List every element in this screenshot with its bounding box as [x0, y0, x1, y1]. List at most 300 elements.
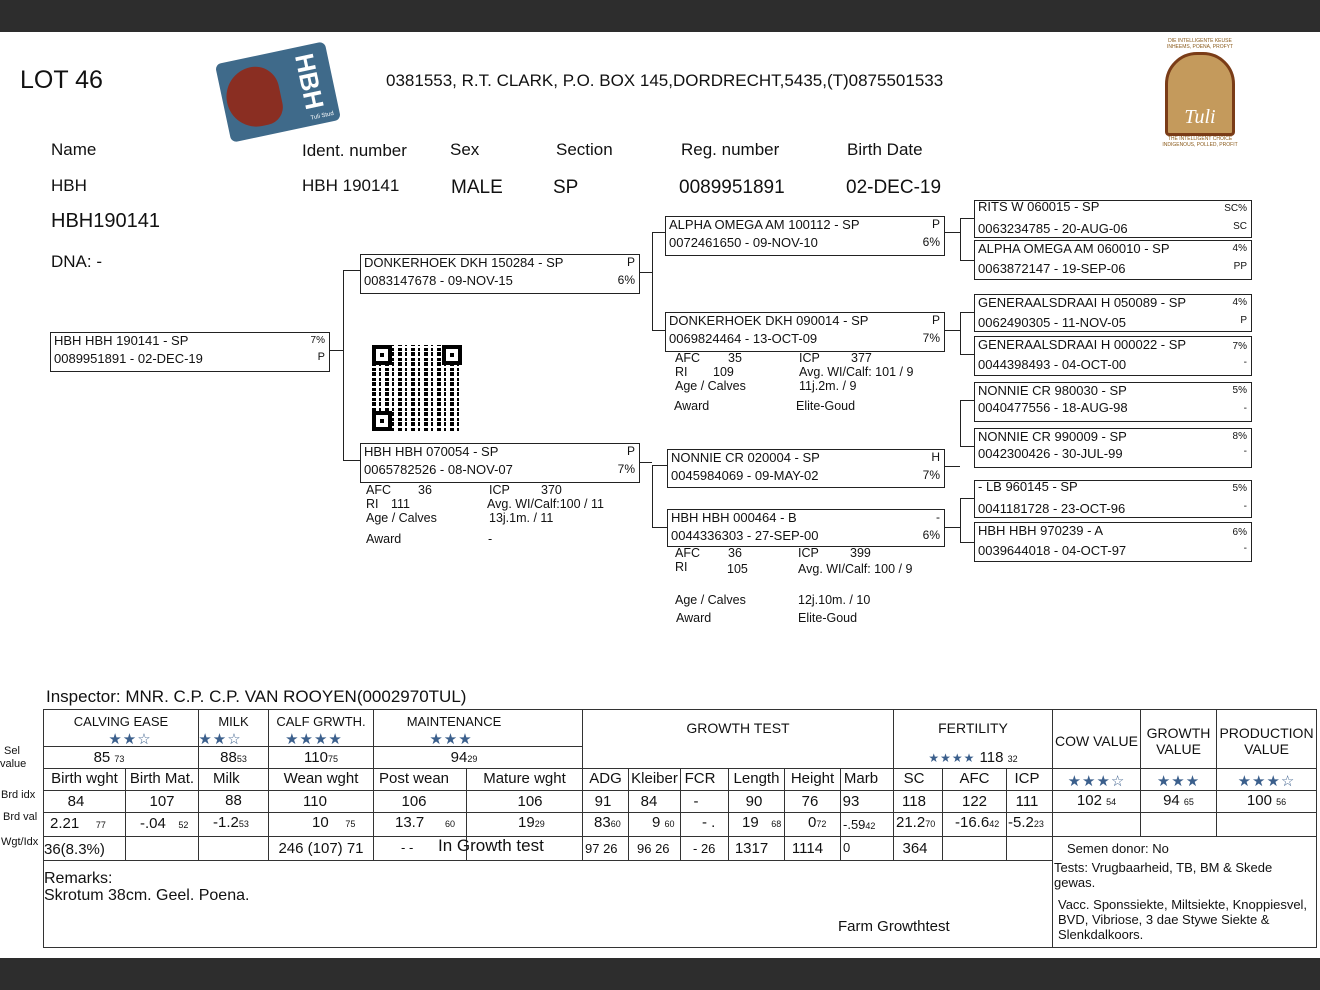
semen-donor: Semen donor: No — [1067, 841, 1169, 856]
cow-sub: 54 — [1106, 797, 1117, 807]
farm-growthtest: Farm Growthtest — [838, 918, 950, 935]
animal-code: HBH190141 — [51, 210, 160, 232]
ss-pct: 6% — [922, 235, 940, 249]
maintenance-title: MAINTENANCE — [406, 714, 502, 729]
animal-birth: 02-DEC-19 — [846, 177, 942, 198]
lot-number: LOT 46 — [20, 66, 103, 94]
connector — [960, 218, 974, 219]
pedigree-sire-dam — [665, 312, 945, 352]
bv: -16.6 — [955, 814, 990, 831]
gg-flag: PP — [1233, 261, 1247, 272]
pedigree-dam-sire — [667, 449, 945, 488]
milk-sub: 53 — [236, 754, 247, 764]
pedigree-dam-dam — [667, 509, 945, 547]
tests: Tests: Vrugbaarheid, TB, BM & Skede gewas. — [1054, 860, 1273, 890]
production-value-title: PRODUCTION VALUE — [1219, 725, 1314, 757]
pedigree-self — [50, 332, 330, 372]
brd-idx-afc: 122 — [961, 793, 988, 810]
bv: 19 — [518, 814, 535, 831]
connector — [960, 400, 974, 401]
brd-val-kleiber — [652, 814, 680, 831]
pedigree-gg-8 — [974, 522, 1252, 562]
bv: 83 — [594, 814, 611, 831]
value-label: value — [0, 758, 27, 770]
qr-code — [372, 345, 462, 431]
connector — [944, 466, 960, 467]
animal-ident: HBH 190141 — [302, 176, 400, 195]
brd-val-afc — [955, 814, 1006, 831]
wgt-height: 1114 — [791, 840, 824, 857]
col-length: Length — [733, 770, 780, 787]
brd-idx-kleiber: 84 — [640, 793, 658, 810]
bv-sub: 60 — [664, 819, 675, 829]
calving-ease-value — [44, 749, 174, 766]
grid-line — [1316, 709, 1317, 947]
wgt-idx-label: Wgt/Idx — [1, 836, 39, 848]
sd-icp-label: ICP — [799, 351, 820, 365]
col-kleiber: Kleiber — [631, 770, 678, 787]
pv-sub: 56 — [1276, 797, 1287, 807]
dam-name: HBH HBH 070054 - SP — [364, 444, 499, 459]
gg-reg: 0040477556 - 18-AUG-98 — [978, 400, 1128, 415]
dd-icp-label: ICP — [798, 546, 819, 560]
bv-sub: 42 — [989, 819, 1000, 829]
connector — [343, 460, 360, 461]
sire-pct: 6% — [617, 273, 635, 287]
dam-icp: 370 — [541, 483, 562, 497]
bv-sub: 70 — [925, 819, 936, 829]
cow-value — [1053, 792, 1140, 809]
tuli-logo — [1160, 38, 1240, 148]
ds-name: NONNIE CR 020004 - SP — [671, 450, 820, 465]
gg-reg: 0044398493 - 04-OCT-00 — [978, 357, 1127, 372]
brd-val-birth — [50, 815, 120, 832]
maint-val: 94 — [450, 749, 468, 766]
brd-val-wean — [312, 814, 372, 831]
wgt-wean: 246 (107) 71 — [278, 840, 364, 857]
gg-name: NONNIE CR 980030 - SP — [978, 383, 1127, 398]
wgt-length: 1317 — [734, 840, 769, 857]
connector — [652, 527, 667, 528]
ident-header: Ident. number — [302, 141, 407, 160]
dd-ri-label: RI — [675, 560, 688, 574]
bv-sub: 68 — [771, 819, 782, 829]
bv: 10 — [312, 814, 329, 831]
connector — [652, 232, 665, 233]
dam-afc: 36 — [418, 483, 432, 497]
hbh-logo — [215, 41, 341, 143]
gg-pct: 6% — [1232, 527, 1247, 538]
cow-val: 102 — [1076, 792, 1102, 809]
sd-reg: 0069824464 - 13-OCT-09 — [669, 331, 818, 346]
gg-name: ALPHA OMEGA AM 060010 - SP — [978, 241, 1170, 256]
col-adg: ADG — [589, 770, 622, 787]
dd-pct: 6% — [922, 528, 940, 542]
maintenance-stars: ★★★ — [429, 731, 473, 748]
connector — [960, 542, 974, 543]
top-bar — [0, 0, 1320, 32]
col-icp: ICP — [1014, 770, 1040, 787]
wgt-in-growth-test: In Growth test — [438, 836, 544, 855]
fertility-title: FERTILITY — [938, 720, 1008, 736]
sd-ri-label: RI — [675, 365, 688, 379]
gv-val: 94 — [1163, 792, 1180, 809]
brd-val-height — [808, 814, 840, 831]
grid-line — [43, 709, 1317, 710]
col-marb: Marb — [843, 770, 879, 787]
pedigree-gg-1 — [974, 200, 1252, 238]
connector — [960, 312, 974, 313]
dd-award-label: Award — [676, 611, 712, 625]
bv-sub: 60 — [610, 819, 621, 829]
connector — [343, 270, 360, 271]
dam-award-label: Award — [366, 532, 402, 546]
bv-sub: 60 — [445, 819, 456, 829]
calving-val: 85 — [93, 749, 111, 766]
growth-value — [1141, 792, 1216, 809]
brd-val-post — [395, 814, 465, 831]
wgt-marb: 0 — [843, 840, 851, 855]
grid-line — [43, 860, 1053, 861]
sd-afc-label: AFC — [675, 351, 700, 365]
gg-flag: - — [1243, 501, 1247, 512]
bv: 2.21 — [50, 815, 80, 832]
bv: -1.2 — [213, 814, 239, 831]
animal-section: SP — [553, 177, 579, 198]
gg-flag: SC — [1233, 221, 1247, 232]
ds-pct: 7% — [922, 468, 940, 482]
col-birth-mat: Birth Mat. — [129, 770, 195, 787]
brd-val-sc — [896, 814, 942, 831]
dam-afc-label: AFC — [366, 483, 391, 497]
bv-sub: 23 — [1033, 819, 1044, 829]
bv: 13.7 — [395, 814, 425, 831]
connector — [960, 400, 961, 446]
dna-label: DNA: - — [51, 252, 102, 271]
brd-idx-birth: 84 — [67, 793, 85, 810]
calf-growth-stars: ★★★★ — [285, 731, 343, 748]
sex-header: Sex — [450, 140, 480, 159]
bv-sub: 52 — [178, 820, 189, 830]
bv-sub: 53 — [238, 819, 249, 829]
maintenance-value — [374, 749, 554, 766]
connector — [944, 232, 960, 233]
connector — [343, 270, 344, 460]
birth-header: Birth Date — [847, 140, 923, 159]
gv-sub: 65 — [1183, 797, 1194, 807]
dd-reg: 0044336303 - 27-SEP-00 — [671, 528, 819, 543]
calving-ease-title: CALVING EASE — [73, 714, 169, 729]
gg-reg: 0039644018 - 04-OCT-97 — [978, 543, 1127, 558]
gg-pct: 5% — [1232, 385, 1247, 396]
remarks: Skrotum 38cm. Geel. Poena. — [44, 887, 250, 904]
pedigree-dam — [360, 443, 640, 483]
gg-flag: - — [1243, 543, 1247, 554]
gg-name: - LB 960145 - SP — [978, 479, 1078, 494]
sire-name: DONKERHOEK DKH 150284 - SP — [364, 255, 564, 270]
gg-flag: - — [1243, 446, 1247, 457]
col-mature-wght: Mature wght — [483, 770, 566, 787]
self-flag: P — [317, 351, 325, 363]
calf-growth-title: CALF GRWTH. — [276, 714, 366, 729]
gg-flag: P — [1240, 315, 1247, 326]
ds-reg: 0045984069 - 09-MAY-02 — [671, 468, 819, 483]
sd-flag: P — [931, 313, 940, 327]
maint-sub: 29 — [467, 754, 478, 764]
bv-sub: 75 — [345, 819, 356, 829]
growth-test-title: GROWTH TEST — [686, 720, 790, 736]
sire-flag: P — [626, 255, 635, 269]
connector — [960, 260, 974, 261]
animal-sex: MALE — [451, 177, 503, 198]
pv-val: 100 — [1246, 792, 1272, 809]
growth-value-title: GROWTH VALUE — [1146, 725, 1211, 757]
bv-sub: 72 — [816, 819, 827, 829]
brd-idx-length: 90 — [745, 793, 763, 810]
col-afc: AFC — [959, 770, 990, 787]
dd-age-label: Age / Calves — [675, 593, 746, 607]
col-milk: Milk — [213, 770, 240, 787]
vaccinations: Vacc. Sponssiekte, Miltsiekte, Knoppiesvel, BVD, Vibriose, 3 dae Stywe Siekte & Slenkdalkoors. — [1058, 897, 1308, 942]
brd-idx-adg: 91 — [594, 793, 612, 810]
dam-reg: 0065782526 - 08-NOV-07 — [364, 462, 513, 477]
bv-sub: 42 — [865, 821, 876, 831]
pedigree-sire — [360, 254, 640, 294]
dam-age-label: Age / Calves — [366, 511, 437, 525]
wgt-birth: 36(8.3%) — [44, 841, 105, 858]
connector — [944, 330, 960, 331]
connector — [638, 462, 652, 463]
pedigree-gg-5 — [974, 382, 1252, 422]
name-header: Name — [51, 140, 97, 159]
sd-icp: 377 — [851, 351, 872, 365]
brd-val-milk — [213, 814, 268, 831]
dam-age: 13j.1m. / 11 — [489, 511, 554, 525]
cow-value-title: COW VALUE — [1055, 733, 1138, 749]
calf-sub: 75 — [327, 754, 338, 764]
wgt-fcr: - 26 — [693, 841, 716, 856]
gg-reg: 0041181728 - 23-OCT-96 — [978, 501, 1126, 516]
bv: 21.2 — [896, 814, 926, 831]
gg-name: GENERAALSDRAAI H 000022 - SP — [978, 337, 1187, 352]
production-value-stars: ★★★☆ — [1237, 773, 1296, 790]
brd-idx-milk: 88 — [225, 792, 242, 809]
inspector: Inspector: MNR. C.P. C.P. VAN ROOYEN(0002970TUL) — [46, 687, 467, 706]
owner-info: 0381553, R.T. CLARK, P.O. BOX 145,DORDRECHT,5435,(T)0875501533 — [386, 71, 944, 90]
pedigree-gg-2 — [974, 240, 1252, 280]
self-name: HBH HBH 190141 - SP — [54, 333, 189, 348]
animal-reg: 0089951891 — [679, 177, 785, 198]
connector — [652, 330, 665, 331]
brd-idx-wean: 110 — [303, 793, 327, 810]
dam-award: - — [488, 532, 493, 546]
brd-idx-fcr: - — [693, 793, 699, 810]
connector — [638, 272, 652, 273]
brd-idx-sc: 118 — [902, 793, 926, 810]
dd-award: Elite-Goud — [798, 611, 858, 625]
connector — [960, 354, 974, 355]
pedigree-gg-4 — [974, 336, 1252, 376]
calf-val: 110 — [304, 749, 328, 766]
dd-ri: 105 — [727, 562, 748, 576]
ss-name: ALPHA OMEGA AM 100112 - SP — [669, 217, 860, 232]
connector — [652, 465, 653, 527]
sd-afc: 35 — [728, 351, 742, 365]
brd-val-label: Brd val — [3, 811, 38, 823]
fertility-value — [894, 749, 1052, 766]
ds-flag: H — [931, 450, 940, 464]
gg-reg: 0062490305 - 11-NOV-05 — [978, 315, 1126, 330]
growth-value-stars: ★★★ — [1156, 773, 1201, 790]
bv-sub: 29 — [534, 819, 545, 829]
brd-val-icp — [1008, 814, 1052, 831]
remarks-label: Remarks: — [44, 870, 113, 887]
gg-reg: 0063234785 - 20-AUG-06 — [978, 221, 1128, 236]
brd-val-mature — [518, 814, 578, 831]
dd-name: HBH HBH 000464 - B — [671, 510, 797, 525]
tuli-logo-name: Tuli — [1184, 106, 1216, 128]
sel-label: Sel — [4, 745, 20, 757]
gg-flag: - — [1243, 357, 1247, 368]
calving-sub: 73 — [114, 754, 125, 764]
fert-sub: 32 — [1007, 754, 1018, 764]
pedigree-gg-3 — [974, 294, 1252, 332]
sd-avg: Avg. WI/Calf: 101 / 9 — [799, 365, 914, 379]
connector — [960, 498, 961, 542]
bottom-bar — [0, 958, 1320, 990]
tuli-logo-bottom: THE INTELLIGENT CHOICE INDIGENOUS, POLLED, PROFIT — [1162, 136, 1238, 148]
gg-name: RITS W 060015 - SP — [978, 199, 1100, 214]
brd-idx-marb: 93 — [842, 793, 860, 810]
bv-sub: 77 — [95, 820, 106, 830]
dd-age: 12j.10m. / 10 — [798, 593, 871, 607]
connector — [652, 232, 653, 330]
gg-pct: 7% — [1232, 341, 1247, 352]
dam-icp-label: ICP — [489, 483, 510, 497]
ss-reg: 0072461650 - 09-NOV-10 — [669, 235, 818, 250]
sd-age-label: Age / Calves — [675, 379, 746, 393]
gg-pct: 5% — [1232, 483, 1247, 494]
dam-pct: 7% — [617, 462, 635, 476]
self-pct: 7% — [310, 335, 325, 346]
brd-idx-post: 106 — [401, 793, 427, 810]
pedigree-gg-7 — [974, 480, 1252, 518]
gg-reg: 0063872147 - 19-SEP-06 — [978, 261, 1126, 276]
brd-val-length — [742, 814, 784, 831]
gg-reg: 0042300426 - 30-JUL-99 — [978, 446, 1123, 461]
milk-value — [199, 749, 268, 766]
dd-afc: 36 — [728, 546, 742, 560]
dam-flag: P — [626, 444, 635, 458]
connector — [960, 312, 961, 354]
cow-value-stars: ★★★☆ — [1067, 773, 1126, 790]
hbh-logo-sub: Tuli Stud — [310, 110, 335, 122]
sd-award: Elite-Goud — [796, 399, 856, 413]
pedigree-gg-6 — [974, 428, 1252, 468]
section-header: Section — [556, 140, 613, 159]
calving-ease-stars: ★★☆ — [108, 731, 152, 748]
dd-afc-label: AFC — [675, 546, 700, 560]
fert-stars: ★★★★ — [928, 751, 976, 765]
connector — [652, 465, 667, 466]
pedigree-sire-sire — [665, 216, 945, 256]
dd-icp: 399 — [850, 546, 871, 560]
gg-pct: 4% — [1232, 243, 1247, 254]
sd-award-label: Award — [674, 399, 710, 413]
col-sc: SC — [903, 770, 925, 787]
wgt-post: - - — [401, 840, 414, 855]
self-reg: 0089951891 - 02-DEC-19 — [54, 351, 203, 366]
wgt-kleiber: 96 26 — [637, 841, 670, 856]
sd-pct: 7% — [922, 331, 940, 345]
sire-reg: 0083147678 - 09-NOV-15 — [364, 273, 513, 288]
sd-name: DONKERHOEK DKH 090014 - SP — [669, 313, 869, 328]
fert-val: 118 — [979, 749, 1004, 766]
tuli-logo-top: DIE INTELLIGENTE KEUSE INHEEMS, POENA, PROFYT — [1166, 38, 1234, 50]
dd-flag: - — [936, 510, 940, 524]
brd-idx-label: Brd idx — [1, 789, 36, 801]
gg-flag: - — [1243, 403, 1247, 414]
col-height: Height — [790, 770, 835, 787]
col-birth-wght: Birth wght — [51, 770, 118, 787]
wgt-sc: 364 — [902, 840, 928, 857]
sd-age: 11j.2m. / 9 — [799, 379, 857, 393]
gg-name: HBH HBH 970239 - A — [978, 523, 1104, 538]
bv: 19 — [742, 814, 759, 831]
ss-flag: P — [931, 217, 940, 231]
dam-ri-label: RI — [366, 497, 379, 511]
brd-idx-mature: 106 — [517, 793, 543, 810]
gg-pct: 8% — [1232, 431, 1247, 442]
col-fcr: FCR — [684, 770, 716, 787]
gg-name: NONNIE CR 990009 - SP — [978, 429, 1127, 444]
bv: -.04 — [140, 815, 166, 832]
milk-title: MILK — [218, 714, 249, 729]
brd-val-birth-mat — [140, 815, 198, 832]
sd-ri: 109 — [713, 365, 734, 379]
bv: -5.2 — [1008, 814, 1034, 831]
calf-growth-value — [269, 749, 373, 766]
gg-pct: 4% — [1232, 297, 1247, 308]
bv: 9 — [652, 814, 661, 831]
col-wean-wght: Wean wght — [283, 770, 359, 787]
brd-val-adg — [594, 814, 628, 831]
wgt-adg: 97 26 — [585, 841, 618, 856]
milk-val: 88 — [220, 749, 237, 766]
gg-pct: SC% — [1224, 203, 1247, 214]
milk-stars: ★★☆ — [198, 731, 242, 748]
animal-name: HBH — [51, 176, 87, 195]
production-value — [1217, 792, 1316, 809]
cow-head-icon — [221, 62, 286, 132]
gg-name: GENERAALSDRAAI H 050089 - SP — [978, 295, 1187, 310]
brd-idx-icp: 111 — [1015, 793, 1039, 810]
brd-idx-birth-mat: 107 — [149, 793, 175, 810]
brd-val-marb — [843, 817, 893, 832]
connector — [960, 498, 974, 499]
dam-ri: 111 — [391, 497, 411, 511]
bv: 0 — [808, 814, 817, 831]
bv: -.59 — [843, 817, 866, 832]
dam-avg: Avg. WI/Calf:100 / 11 — [487, 497, 604, 511]
brd-val-fcr: - . — [702, 814, 716, 831]
reg-header: Reg. number — [681, 140, 780, 159]
grid-line — [43, 947, 1317, 948]
connector — [944, 527, 960, 528]
hbh-logo-text: HBH — [288, 50, 331, 113]
col-post-wean: Post wean — [378, 770, 450, 787]
connector — [960, 446, 974, 447]
